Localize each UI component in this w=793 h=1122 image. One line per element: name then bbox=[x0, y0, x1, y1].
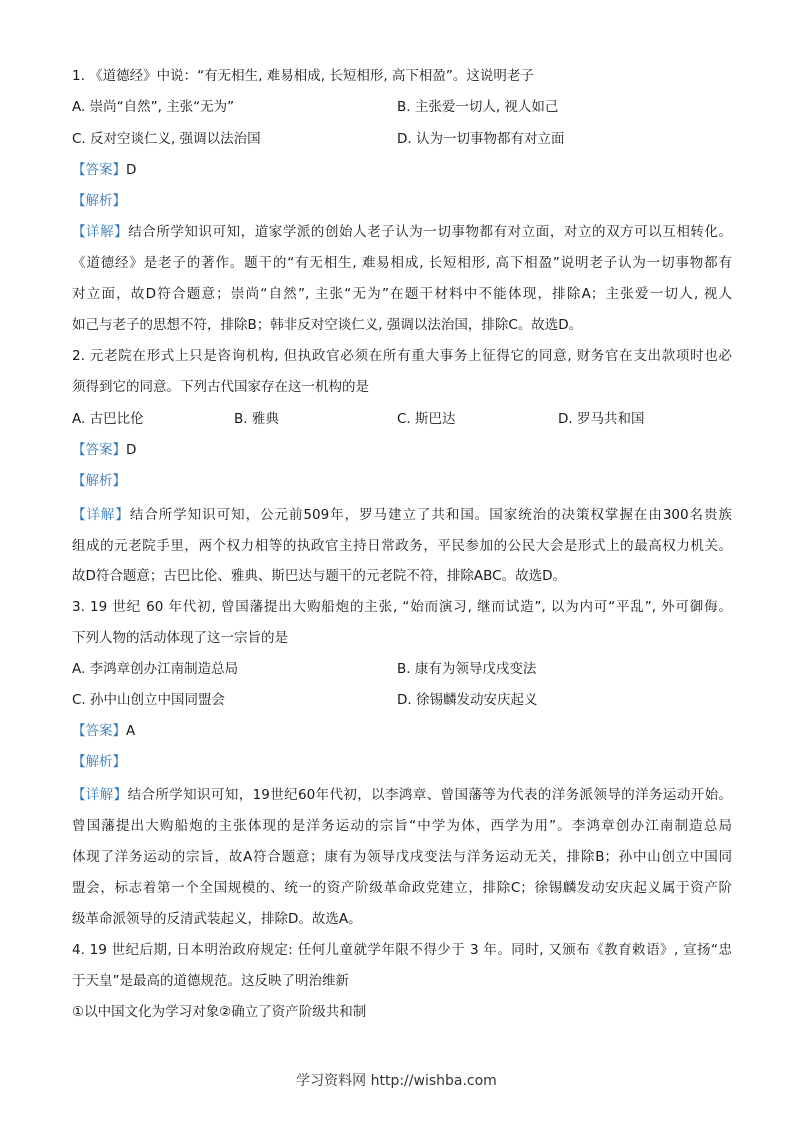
q2-stem-line-2: 须得到它的同意。下列古代国家存在这一机构的是 bbox=[72, 379, 369, 395]
q2-detail-line-3: 故D符合题意；古巴比伦、雅典、斯巴达与题干的元老院不符，排除ABC。故选D。 bbox=[72, 568, 566, 584]
q3-option-a: A. 李鸿章创办江南制造总局 bbox=[72, 661, 239, 677]
q3-answer-value: A bbox=[126, 723, 136, 739]
q2-option-b: B. 雅典 bbox=[234, 411, 279, 427]
q2-answer-value: D bbox=[126, 442, 137, 458]
q3-detail-line-2: 曾国藩提出大购船炮的主张体现的是洋务运动的宗旨“中学为体，西学为用”。李鸿章创办江南制造总局 bbox=[72, 818, 732, 834]
q3-detail-line-1: 【详解】结合所学知识可知，19世纪60年代初，以李鸿章、曾国藩等为代表的洋务派领导的洋务运动开始。 bbox=[72, 787, 732, 803]
q3-stem-line-1: 3. 19 世纪 60 年代初, 曾国藩提出大购船炮的主张, “始而演习, 继而试造”, 以为内可“平乱”, 外可御侮。 bbox=[72, 599, 732, 615]
q1-answer bbox=[72, 160, 732, 180]
q2-detail-line-1: 【详解】结合所学知识可知，公元前509年，罗马建立了共和国。国家统治的决策权掌握在由300名贵族 bbox=[72, 507, 732, 523]
q1-option-b: B. 主张爱一切人, 视人如己 bbox=[397, 99, 559, 115]
q1-detail-line-1: 【详解】结合所学知识可知，道家学派的创始人老子认为一切事物都有对立面，对立的双方可以互相转化。 bbox=[72, 224, 733, 240]
q1-analysis-tag: 【解析】 bbox=[72, 193, 126, 209]
q2-analysis-tag: 【解析】 bbox=[72, 473, 126, 489]
q3-detail-line-3: 体现了洋务运动的宗旨，故A符合题意；康有为领导戊戌变法与洋务运动无关，排除B；孙中山创立中国同 bbox=[72, 849, 732, 865]
q1-detail-line-4: 如己与老子的思想不符，排除B；韩非反对空谈仁义, 强调以法治国，排除C。故选D。 bbox=[72, 317, 583, 333]
q2-stem-line-1: 2. 元老院在形式上只是咨询机构, 但执政官必须在所有重大事务上征得它的同意, 财务官在支出款项时也必 bbox=[72, 348, 732, 364]
q3-analysis-tag: 【解析】 bbox=[72, 754, 126, 770]
q4-stem-line-1: 4. 19 世纪后期, 日本明治政府规定: 任何儿童就学年限不得少于 3 年。同时, 又颁布《教育敕语》, 宣扬“忠 bbox=[72, 942, 732, 958]
q2-option-a: A. 古巴比伦 bbox=[72, 411, 144, 427]
q3-option-c: C. 孙中山创立中国同盟会 bbox=[72, 692, 226, 708]
q3-detail-line-4: 盟会，标志着第一个全国规模的、统一的资产阶级革命政党建立，排除C；徐锡麟发动安庆起义属于资产阶 bbox=[72, 880, 732, 896]
q3-option-b: B. 康有为领导戊戌变法 bbox=[397, 661, 537, 677]
q2-detail-line-2: 组成的元老院手里，两个权力相等的执政官主持日常政务，平民参加的公民大会是形式上的最高权力机关。 bbox=[72, 538, 732, 554]
footer-watermark: 学习资料网 http://wishba.com bbox=[296, 1073, 497, 1089]
q1-answer-value: D bbox=[126, 162, 137, 178]
q3-stem-line-2: 下列人物的活动体现了这一宗旨的是 bbox=[72, 630, 288, 646]
q2-option-d: D. 罗马共和国 bbox=[558, 411, 645, 427]
q1-detail-line-3: 对立面，故D符合题意；崇尚“自然”, 主张“无为”在题干材料中不能体现，排除A；主张爱一切人, 视人 bbox=[72, 286, 732, 302]
q1-stem: 1. 《道德经》中说：“有无相生, 难易相成, 长短相形, 高下相盈”。这说明老子 bbox=[72, 68, 534, 84]
q3-option-d: D. 徐锡麟发动安庆起义 bbox=[397, 692, 538, 708]
q2-option-c: C. 斯巴达 bbox=[397, 411, 456, 427]
q1-option-c: C. 反对空谈仁义, 强调以法治国 bbox=[72, 131, 261, 147]
q3-detail-line-5: 级革命派领导的反清武装起义，排除D。故选A。 bbox=[72, 911, 362, 927]
q2-answer: 【答案】D bbox=[72, 442, 137, 458]
q1-detail-line-2: 《道德经》是老子的著作。题干的“有无相生, 难易相成, 长短相形, 高下相盈”说明老子认为一切事物都有 bbox=[72, 255, 732, 271]
q4-stem-line-3: ①以中国文化为学习对象②确立了资产阶级共和制 bbox=[72, 1004, 367, 1020]
detail-tag: 【详解】 bbox=[72, 224, 129, 240]
q1-option-d: D. 认为一切事物都有对立面 bbox=[397, 131, 565, 147]
q4-stem-line-2: 于天皇”是最高的道德规范。这反映了明治维新 bbox=[72, 973, 349, 989]
q1-option-a: A. 崇尚“自然”, 主张“无为” bbox=[72, 99, 235, 115]
answer-tag: 【答案】 bbox=[72, 162, 126, 178]
q3-answer: 【答案】A bbox=[72, 723, 136, 739]
